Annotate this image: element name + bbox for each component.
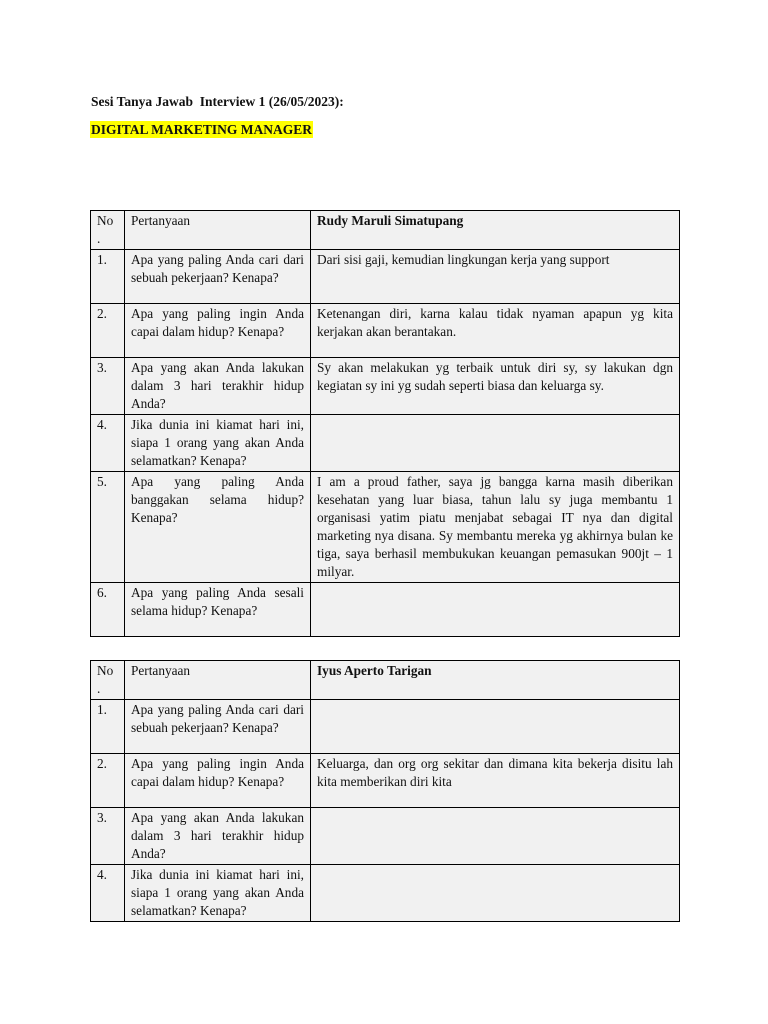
header-interviewee-name: Rudy Maruli Simatupang <box>311 211 680 250</box>
table-row <box>91 583 680 637</box>
row-question: Apa yang paling ingin Anda capai dalam hidup? Kenapa? <box>125 304 311 358</box>
row-number: 4. <box>91 415 125 472</box>
table-header-row <box>91 661 680 700</box>
table-row <box>91 415 680 472</box>
row-question: Apa yang paling Anda cari dari sebuah pekerjaan? Kenapa? <box>125 250 311 304</box>
row-number: 3. <box>91 808 125 865</box>
row-question: Apa yang paling ingin Anda capai dalam hidup? Kenapa? <box>125 754 311 808</box>
row-answer <box>311 700 680 754</box>
row-question: Apa yang paling Anda banggakan selama hidup? Kenapa? <box>125 472 311 583</box>
row-answer: Dari sisi gaji, kemudian lingkungan kerja yang support <box>311 250 680 304</box>
row-answer <box>311 865 680 922</box>
header-question: Pertanyaan <box>125 211 311 250</box>
row-number: 3. <box>91 358 125 415</box>
row-number: 2. <box>91 304 125 358</box>
row-question: Apa yang paling Anda cari dari sebuah pekerjaan? Kenapa? <box>125 700 311 754</box>
row-answer <box>311 415 680 472</box>
row-answer <box>311 808 680 865</box>
row-question: Apa yang akan Anda lakukan dalam 3 hari terakhir hidup Anda? <box>125 808 311 865</box>
interview-table-iyus <box>90 660 680 922</box>
table-row <box>91 808 680 865</box>
role-title <box>90 122 313 138</box>
row-question: Apa yang paling Anda sesali selama hidup? Kenapa? <box>125 583 311 637</box>
table-row <box>91 472 680 583</box>
interview-table-rudy <box>90 210 680 637</box>
row-number: 2. <box>91 754 125 808</box>
row-answer: Sy akan melakukan yg terbaik untuk diri sy, sy lakukan dgn kegiatan sy ini yg sudah seperti biasa dan keluarga sy. <box>311 358 680 415</box>
row-question: Jika dunia ini kiamat hari ini, siapa 1 orang yang akan Anda selamatkan? Kenapa? <box>125 415 311 472</box>
header-no: No . <box>91 211 125 250</box>
row-number: 5. <box>91 472 125 583</box>
table-header-row <box>91 211 680 250</box>
header-interviewee-name: Iyus Aperto Tarigan <box>311 661 680 700</box>
header-no: No . <box>91 661 125 700</box>
row-number: 1. <box>91 250 125 304</box>
document-heading: Sesi Tanya Jawab Interview 1 (26/05/2023): <box>91 94 344 109</box>
table-row <box>91 250 680 304</box>
table-row <box>91 865 680 922</box>
row-answer: Keluarga, dan org org sekitar dan dimana kita bekerja disitu lah kita memberikan diri kita <box>311 754 680 808</box>
row-answer: I am a proud father, saya jg bangga karna masih diberikan kesehatan yang luar biasa, tahun lalu sy juga membantu 1 organisasi yatim piatu menjabat sebagai IT nya dan digital marketing nya disana. Sy membantu mereka yg akhirnya bulan ke tiga, saya berhasil membukukan keuangan pemasukan 900jt – 1 milyar. <box>311 472 680 583</box>
role-highlight: DIGITAL MARKETING MANAGER <box>91 122 313 137</box>
row-question: Jika dunia ini kiamat hari ini, siapa 1 orang yang akan Anda selamatkan? Kenapa? <box>125 865 311 922</box>
row-number: 6. <box>91 583 125 637</box>
table-row <box>91 358 680 415</box>
row-answer: Ketenangan diri, karna kalau tidak nyaman apapun yg kita kerjakan akan berantakan. <box>311 304 680 358</box>
table-row <box>91 754 680 808</box>
header-question: Pertanyaan <box>125 661 311 700</box>
row-number: 4. <box>91 865 125 922</box>
table-row <box>91 304 680 358</box>
table-row <box>91 700 680 754</box>
row-question: Apa yang akan Anda lakukan dalam 3 hari terakhir hidup Anda? <box>125 358 311 415</box>
row-number: 1. <box>91 700 125 754</box>
row-answer <box>311 583 680 637</box>
